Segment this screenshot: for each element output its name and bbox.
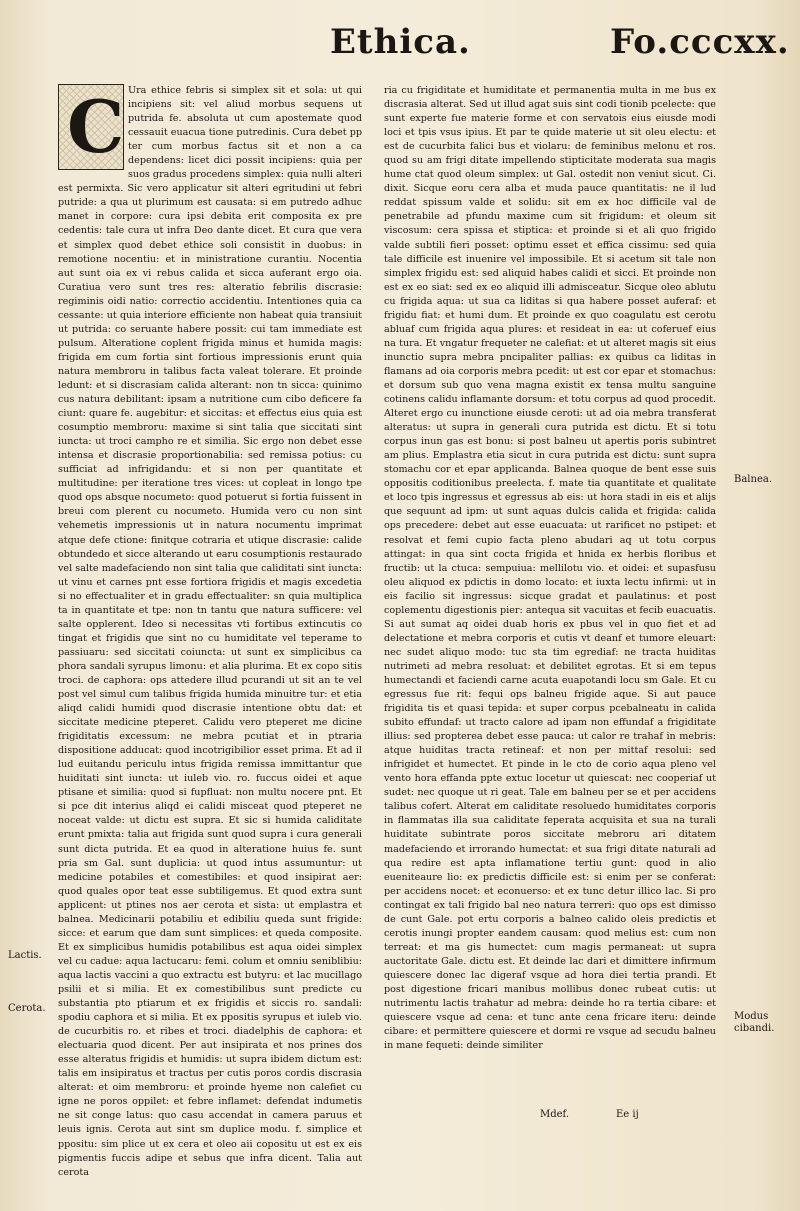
signature-mark: Ee ij [616, 1109, 639, 1120]
right-text-column [384, 84, 716, 1109]
right-column-text: ria cu frigiditate et humiditate et permanentia multa in me bus ex discrasia alterat. Sed ut illud agat suis sint codi tionib pcelecte: que sunt experte fue materie forme et con servatois eius eiusde modi loci et tpis vsus ipius. Et par te quide materie ut sit oleu electu: et est de cucurbita falici bus et violaru: de feminibus melonu et ros. quod su am frigi ditate impellendo stipticitate moderata sua magis hume ctat quod oleum simplex: ut Gal. ostedit non veniut sicut. Ci. dixit. Sicque eoru cera alba et muda pauce quantitatis: ne il lud reddat spissum valde et solidu: sit em ex hoc difficile val de penetrabile ad pfundu maxime cum sit frigidum: et oleum sit viscosum: cera spissa et stiptica: et proinde si et ali quo frigido valde subtili fieri posset: optimu esset et effica cissimu: sed quia tale difficile est inuenire vel impossibile. Et si acetum sit tale non simplex frigidu est: sed aliquid habes calidi et sicci. Et proinde non est ex eo siat: sed ex eo aliquid illi admisceatur. Sicque oleo ablutu cu frigida aqua: ut sua ca liditas si qua habere posset auferaf: et frigidu fiat: et humi dum. Et proinde ex quo coagulatu est cerotu abluaf cum frigida aqua plures: et resideat in ea: ut coferuef eius na tura. Et vngatur frequeter ne calefiat: et ut alteret magis sit eius inunctio supra mebra pncipaliter pallias: ex quibus ca liditas in flamans ad oia corporis mebra pcedit: ut est cor epar et stomachus: et dorsum sub quo vena magna existit ex tensa multu sanguine cotinens calidu inflamante dorsum: et totu corpus ad quod procedit. Alteret ergo cu inunctione eiusde ceroti: ut ad oia mebra transferat alteratus: ut supra in generali cura putrida est dictu. Et si totu corpus inun gas est bonu: si post balneu ut apertis poris subintret am plius. Emplastra etia sicut in cura putrida est dictu: sunt supra stomachu cor et epar applicanda. Balnea quoque de bent esse suis oppositis coditionibus preelecta. f. mate tia quantitate et qualitate et loco tpis ingressus et egressus ab eis: ut hora stadi in eis et alijs que sequunt ad ipm: ut sunt aquas dulcis calida et frigida: calida ops precedere: debet aut esse euacuata: ut rarificet no pstipet: et resolvat et femi cupio facta pleno abudari aq ut totu corpus attingat: in qua sint cocta frigida et hnida ex herbis floribus et fructib: ut la ctuca: sempuiua: mellilotu vio. et oidei: et supasfusu oleu aliquod ex pdictis in domo locato: et iuxta lectu infirmi: ut in eis facilio sit ingressus: sicque gradat et paulatinus: et post coplementu digestionis pier: antequa sit vacuitas et fecib euacuatis. Si aut sumat aq oidei duab horis ex pbus vel in quo fiet et ad delectatione et mebra corporis et cutis vt deanf et tumore eleuart: nec sudet aliquo modo: tuc sta tim egrediaf: ne tracta huiditas nutrimeti ad mebra resoluat: et debilitet egrotas. Et si em tepus humectandi et faciendi carne acuta euapotandi locu sm Gale. Et cu egressus fue rit: fequi ops balneu frigide aque. Si aut pauce frigidita tis et quasi tepida: et super corpus pcebalneatu in calida subito effundaf: ut tracto calore ad ipam non effundaf a frigiditate illius: sed propterea debet esse pauca: ut calor re trahaf in mebris: atque huiditas tracta retineaf: et non per mittaf resolui: sed infrigidet et humectet. Et pinde in le cto de corio aqua pleno vel vento hora effanda ppte extuc locetur ut quiescat: nec cooperiaf ut sudet: nec quoque ut ri geat. Tale em balneu per se et per accidens talibus cofert. Alterat em caliditate resoluedo humiditates corporis in flammatas illa sua caliditate feperata acquisita et sua na turali huiditate subintrate poros siccitate mebroru ari ditatem madefaciendo et irrorando humectat: et sua frigi ditate naturali ad qua redire est apta inflamatione tertiu gunt: quod in alio eueniteaure lio: ex predictis difficile est: si enim per se conferat: per accidens nocet: et econuerso: et ex tunc detur illico lac. Si pro contingat ex tali frigido bal neo natura terreri: quo ops est dimisso de cunt Gale. pot ertu corporis a balneo calido oleis predictis et cerotis inungi propter eandem causam: quod melius est: cum non terreat: et ma gis humectet: cum magis permaneat: ut supra auctoritate Gale. dictu est. Et deinde lac dari et dimittere infirmum quiescere donec lac digeraf vsque ad hora diei tertia prandi. Et post digestione fricari manibus mollibus donec rubeat cutis: ut nutrimentu lactis trahatur ad mebra: deinde ho ra tertia cibare: et quiescere vsque ad cena: et tunc ante cena fricare iteru: deinde cibare: et permittere quiescere et dormi re vsque ad secudu balneu in mane fequeti: deinde similiter [384, 85, 716, 1052]
margin-note-balnea: Balnea. [734, 474, 773, 485]
catchword: Mdef. [540, 1109, 570, 1120]
decorated-initial [58, 84, 124, 170]
left-text-column [58, 84, 362, 1178]
running-head-title: Ethica. [330, 22, 471, 62]
folio-number: Fo.cccxx. [610, 22, 790, 62]
margin-note-cerota: Cerota. [8, 1003, 46, 1014]
margin-note-modus-cibandi: Modus cibandi. [734, 1011, 775, 1034]
margin-note-lactis: Lactis. [8, 950, 42, 961]
left-column-text: Ura ethice febris si simplex sit et sola: ut qui incipiens sit: vel aliud morbus sequens ut putrida fe. absoluta ut cum apostemate quod cessauit euacua tione putredinis. Cura debet pp ter cum morbus factus sit et non a ca dependens: licet dici possit incipiens: quia per suos gradus procedens simplex: quia nulli alteri est permixta. Sic vero applicatur sit alteri egritudini ut febri putride: a qua ut plurimum est causata: si em putredo adhuc manet in corpore: cura ipsi debita erit composita ex pre cedentis: tale cura ut infra Deo dante dicet. Et cura que vera et simplex quod debet ethice soli consistit in duobus: in remotione nocentiu: et in ministratione curantiu. Nocentia aut sunt oia ex vi rebus calida et sicca auferant ergo oia. Curatiua vero sunt tres res: alteratio febrilis discrasie: regiminis oidi natio: correctio accidentiu. Intentiones quia ca cessante: ut quia interiore efficiente non habeat quia transiuit ut putrida: co seruante habere possit: cui tam immediate est pulsum. Alteratione coplent frigida minus et humida magis: frigida em cum fortia sint fortious impressionis erunt quia natura membroru in talibus facta valeat tolerare. Et proinde ledunt: et si discrasiam calida alterant: non tn sicca: quinimo cus natura debilitant: ipsam a nutritione cum cibo deficere fa ciunt: quare fe. augebitur: et siccitas: et effectus eius quia est cosumptio membroru: maxime si sint talia que siccitati sint iuncta: ut troci campho re et similia. Sic ergo non debet esse intensa et discrasie proportionabilia: sed remissa potius: cu sufficiat ad infrigidandu: et si non per quantitate et multitudine: per iteratione tres vices: ut copleat in longo tpe quod ops absque nocumeto: quod potuerut si fortia fuissent in breui com plerent cu nocumeto. Humida vero cu non sint vehemetis impressionis ut in natura nocumentu imprimat atque defe ctione: finitque cotraria et utique discrasie: calide obtundedo et sicce alterando ut earu cosumptionis restaurado vel salte madefaciendo non sint talia que caliditati sint iuncta: ut vinu et carnes pnt esse fortiora frigidis et magis excedetia si no effectualiter et in gradu effectualiter: sn quia multiplica ta in quantitate et tpe: non tn tantu que natura sufficere: vel salte opplerent. Ideo si necessitas vti fortibus extincutis co tingat et frigidis que sint no cu humiditate vel teperame to passiuaru: sed siccitati coiuncta: ut sunt ex simplicibus ca phora sandali syrupus limonu: et alia plurima. Et ex copo sitis troci. de caphora: ops attedere illud pcurandi ut sit an te vel post vel simul cum talibus frigida humida minuitre tur: et etia aliqd calidi humidi quod discrasie intentione obtu dat: et siccitate medicine pteperet. Calidu vero pteperet me dicine frigiditatis excessum: ne mebra pcutiat et in ptraria dispositione adducat: quod incotrigibilior esset prima. Et ad il lud euitandu periculu intus frigida remissa immittantur que huiditati sint iuncta: ut iuleb vio. ro. fuccus oidei et aque ptisane et similia: quod si fupfluat: non multu nocere pnt. Et si pce dit interius aliqd ei calidi misceat quod pteperet ne noceat valde: ut dictu est supra. Et sic si humida caliditate erunt pmixta: talia aut frigida sunt quod supra i cura generali sunt dicta putrida. Et ea quod in alteratione huius fe. sunt pria sm Gal. sunt duplicia: ut quod intus assumuntur: ut medicine potabiles et comestibiles: et quod insipirat aer: quod quales opor teat esse subtiligemus. Et quod extra sunt applicent: ut ptines nos aer cerota et sista: ut emplastra et balnea. Medicinarii potabiliu et edibiliu queda sunt frigide: sicce: et earum que dam sunt simplices: et queda composite. Et ex simplicibus humidis potabilibus est aqua oidei simplex vel cu cadue: aqua lactucaru: femi. colum et omniu seniblibiu: aqua lactis vaccini a quo extractu est butyru: et lac mucillago psilii et si milia. Et ex comestibilibus sunt predicte cu substantia pto ptiarum et ex frigidis et siccis ro. sandali: spodiu caphora et si milia. Et ex ppositis syrupus et iuleb vio. de cucurbitis ro. et ribes et troci. diadelphis de caphora: et electuaria quod dicent. Per aut insipirata et nos prines dos esse alteratus frigidis et humidis: ut supra ibidem dictum est: talis em insipiratus et tractus per cutis poros cordis discrasia alterat: et oim membroru: et proinde hyeme non calefiet cu igne ne poros oppilet: et febre inflamet: defendat indumetis ne sit conge latus: quo casu accendat in camera paruus et leuis ignis. Cerota aut sint sm duplice modu. f. simplice et ppositu: sim plice ut ex cera et oleo aii copositu ut est ex eis pigmentis fuccis adipe et sebus que infra dicent. Talia aut cerota [58, 85, 362, 1178]
initial-letter: C [67, 84, 125, 169]
